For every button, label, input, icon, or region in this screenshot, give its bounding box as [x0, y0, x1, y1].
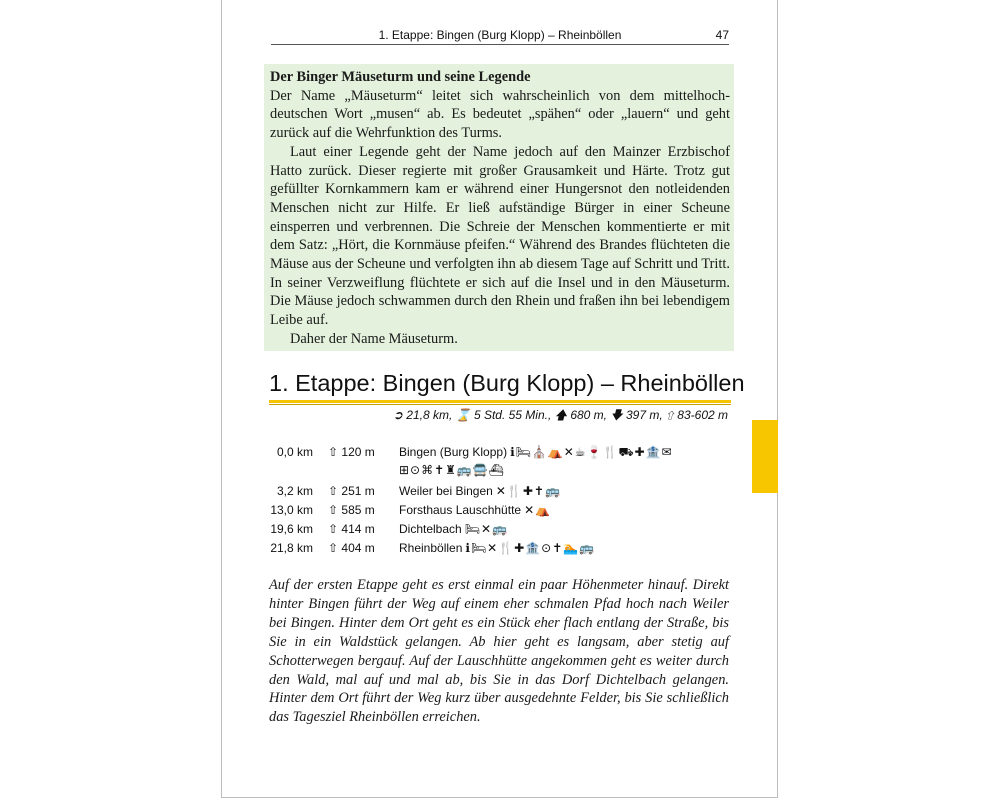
- stop-distance: 19,6 km: [270, 522, 313, 536]
- stop-elevation: ⇧ 585 m: [328, 503, 375, 517]
- stop-distance: 13,0 km: [270, 503, 313, 517]
- page-number: 47: [715, 28, 729, 42]
- stop-distance: 21,8 km: [270, 541, 313, 555]
- stop-distance: 3,2 km: [276, 484, 313, 498]
- stop-elevation: ⇧ 120 m: [328, 445, 375, 459]
- table-row: [268, 501, 738, 520]
- running-head: [271, 26, 729, 45]
- stop-distance: 0,0 km: [276, 445, 313, 459]
- legend-box: [264, 64, 734, 351]
- table-row: [268, 539, 738, 558]
- table-row: [268, 482, 738, 501]
- legend-paragraph-1: Der Name „Mäuseturm“ leitet sich wahrscheinlich von dem mittelhochdeutschen Wort „musen“ ab. Es bedeutet „spähen“ oder „lauern“ und geht zurück auf die Wehrfunktion des Turms.: [270, 87, 730, 142]
- stage-description: [269, 576, 729, 727]
- stop-elevation: ⇧ 414 m: [328, 522, 375, 536]
- stops-table: [268, 443, 738, 558]
- legend-paragraph-3: Daher der Name Mäuseturm.: [290, 330, 458, 347]
- table-row: [268, 520, 738, 539]
- stop-name: Bingen (Burg Klopp): [399, 445, 508, 459]
- stop-facility-icons: ✕🍴✚✝🚌: [495, 484, 561, 498]
- table-row: [268, 462, 738, 482]
- legend-heading: Der Binger Mäuseturm und seine Legende: [270, 69, 531, 85]
- stage-underline: [269, 400, 731, 403]
- stage-description-text: Auf der ersten Etappe geht es erst einmal ein paar Höhenmeter hinauf. Direkt hinter Bingen führt der Weg auf einem eher schmalen Pfad hoch nach Weiler bei Bingen. Hinter dem Ort geht es ein Stück eher flach entlang der Straße, bis Sie in ein Waldstück gelangen. Ab hier geht es langsam, aber stetig auf Schotterwegen bergauf. Auf der Lauschhütte angekommen geht es weiter durch den Wald, mal auf und mal ab, bis Sie in das Dorf Dichtelbach gelangen. Hinter dem Ort führt der Weg kurz über ausgedehnte Felder, bis Sie schließlich das Tagesziel Rheinböllen erreichen.: [269, 577, 729, 726]
- stop-facility-icons-extra: ⊞⊙⌘✝♜🚌🚍⛴: [399, 463, 506, 477]
- stop-elevation: ⇧ 251 m: [328, 484, 375, 498]
- stage-summary: ➲ 21,8 km, ⌛ 5 Std. 55 Min., 🡅 680 m, 🡇 397 m, ⇧ 83-602 m: [392, 408, 728, 422]
- stop-facility-icons: ℹ🛏⛪⛺✕☕🍷🍴⛟✚🏦✉: [510, 445, 673, 459]
- stage-title: 1. Etappe: Bingen (Burg Klopp) – Rheinböllen: [269, 370, 745, 396]
- stop-name: Forsthaus Lauschhütte: [399, 503, 522, 517]
- legend-paragraph-2: Laut einer Legende geht der Name jedoch auf den Mainzer Erzbischof Hatto zurück. Dieser regierte mit großer Grausamkeit und Härte. Trotz gut gefüllter Kornkammern kam er während einer Hungersnot den notleidenden Menschen nicht zur Hilfe. Er ließ aufständige Bürger in einer Scheune einsperren und verbrennen. Die Schreie der Menschen kommentierte er mit dem Satz: „Hört, die Kornmäuse pfeifen.“ Während des Brandes flüchteten die Mäuse aus der Scheune und verfolgten ihn ab diesem Tage auf Schritt und Tritt. In seiner Verzweiflung flüchtete er sich auf die Insel und in den Mäuseturm. Die Mäuse jedoch schwammen durch den Rhein und fraßen ihn bei lebendigem Leibe auf.: [270, 143, 730, 329]
- stage-heading: [269, 370, 745, 397]
- stop-facility-icons: ✕⛺: [524, 503, 552, 517]
- stop-name: Dichtelbach: [399, 522, 462, 536]
- table-row: [268, 443, 738, 462]
- running-head-title: 1. Etappe: Bingen (Burg Klopp) – Rheinböllen: [378, 28, 622, 42]
- stop-facility-icons: ℹ🛏✕🍴✚🏦⊙✝🏊🚌: [465, 541, 596, 555]
- stop-elevation: ⇧ 404 m: [328, 541, 375, 555]
- stop-facility-icons: 🛏✕🚌: [464, 522, 508, 536]
- stage-underline-thin: [269, 404, 731, 405]
- stop-name: Weiler bei Bingen: [399, 484, 493, 498]
- chapter-tab-marker: [752, 420, 778, 493]
- stop-name: Rheinböllen: [399, 541, 463, 555]
